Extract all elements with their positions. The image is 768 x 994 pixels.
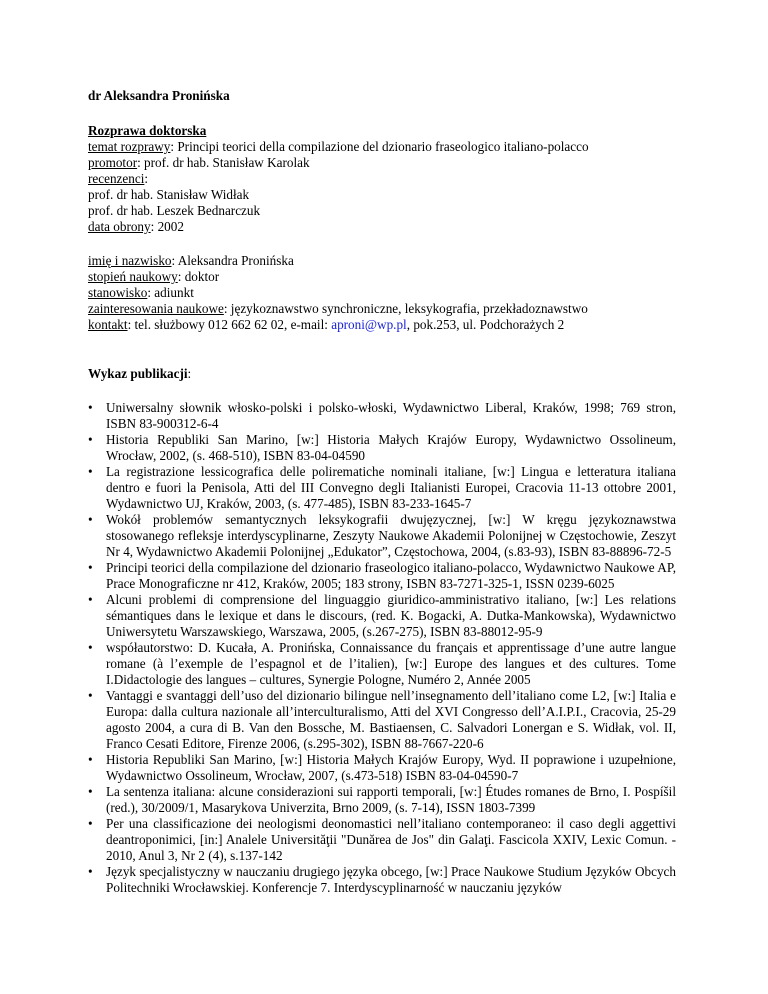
list-item bbox=[88, 512, 676, 560]
bullet-icon: • bbox=[88, 864, 93, 879]
promoter-label: promotor bbox=[88, 155, 138, 170]
bullet-icon: • bbox=[88, 784, 93, 799]
bullet-icon: • bbox=[88, 752, 93, 767]
publication-text: Historia Republiki San Marino, [w:] Historia Małych Krajów Europy, Wyd. II poprawione i uzupełnione, Wydawnictwo Ossolineum, Wrocław, 2007, (s.473-518) ISBN 83-04-04590-7 bbox=[106, 752, 676, 783]
topic-label: temat rozprawy bbox=[88, 139, 171, 154]
contact-pre: : tel. służbowy 012 662 62 02, e-mail: bbox=[127, 317, 332, 332]
reviewer-1: prof. dr hab. Stanisław Widłak bbox=[88, 187, 250, 202]
dissertation-heading: Rozprawa doktorska bbox=[88, 123, 207, 138]
list-item bbox=[88, 464, 676, 512]
author-heading: dr Aleksandra Pronińska bbox=[88, 88, 230, 103]
contact-post: , pok.253, ul. Podchorażych 2 bbox=[406, 317, 565, 332]
personal-contact bbox=[88, 317, 676, 333]
dissertation-defense bbox=[88, 219, 676, 235]
interests-value: : językoznawstwo synchroniczne, leksykografia, przekładoznawstwo bbox=[223, 301, 588, 316]
position-label: stanowisko bbox=[88, 285, 148, 300]
list-item bbox=[88, 592, 676, 640]
list-item bbox=[88, 400, 676, 432]
publication-text: Historia Republiki San Marino, [w:] Historia Małych Krajów Europy, Wydawnictwo Ossolineum, Wrocław, 2002, (s. 468-510), ISBN 83-04-04590 bbox=[106, 432, 676, 463]
dissertation-topic bbox=[88, 139, 676, 155]
bullet-icon: • bbox=[88, 464, 93, 479]
defense-value: : 2002 bbox=[150, 219, 184, 234]
interests-label: zainteresowania naukowe bbox=[88, 301, 224, 316]
dissertation-promoter bbox=[88, 155, 676, 171]
name-label: imię i nazwisko bbox=[88, 253, 172, 268]
dissertation-reviewers bbox=[88, 171, 676, 187]
list-item bbox=[88, 640, 676, 688]
email-link[interactable]: aproni@wp.pl bbox=[331, 317, 407, 332]
bullet-icon: • bbox=[88, 816, 93, 831]
publication-list bbox=[88, 400, 676, 896]
bullet-icon: • bbox=[88, 640, 93, 655]
list-item bbox=[88, 688, 676, 752]
bullet-icon: • bbox=[88, 560, 93, 575]
personal-name bbox=[88, 253, 676, 269]
name-value: : Aleksandra Pronińska bbox=[171, 253, 294, 268]
personal-interests bbox=[88, 301, 676, 317]
publication-text: Wokół problemów semantycznych leksykografii dwujęzycznej, [w:] W kręgu językoznawstwa stosowanego refleksje interdyscyplinarne, Zeszyty Naukowe Akademii Polonijnej w Częstochowie, Zeszyt Nr 4, Wydawnictwo Akademii Polonijnej „Edukator”, Częstochowa, 2004, (s.83-93), ISBN 83-88896-72-5 bbox=[106, 512, 676, 559]
list-item bbox=[88, 432, 676, 464]
publication-text: La sentenza italiana: alcune considerazioni sui rapporti temporali, [w:] Études romanes de Brno, I. Pospíšil (red.), 30/2009/1, Masarykova Univerzita, Brno 2009, (s. 7-14), ISSN 1803-7399 bbox=[106, 784, 676, 815]
reviewers-label: recenzenci bbox=[88, 171, 145, 186]
list-item bbox=[88, 560, 676, 592]
publications-heading bbox=[88, 366, 676, 382]
publication-text: Uniwersalny słownik włosko-polski i polsko-włoski, Wydawnictwo Liberal, Kraków, 1998; 769 stron, ISBN 83-900312-6-4 bbox=[106, 400, 676, 431]
document-page bbox=[88, 88, 676, 896]
contact-label: kontakt bbox=[88, 317, 128, 332]
publication-text: Per una classificazione dei neologismi deonomastici nell’italiano contemporaneo: il caso degli aggettivi deantroponimici, [in:] Analele Universităţii "Dunărea de Jos" din Galaţi. Fascicola XXIV, Lexic Comun. - 2010, Anul 3, Nr 2 (4), s.137-142 bbox=[106, 816, 676, 863]
bullet-icon: • bbox=[88, 400, 93, 415]
publications-heading-colon: : bbox=[187, 366, 192, 381]
personal-degree bbox=[88, 269, 676, 285]
degree-value: : doktor bbox=[177, 269, 220, 284]
personal-position bbox=[88, 285, 676, 301]
defense-label: data obrony bbox=[88, 219, 151, 234]
publication-text: współautorstwo: D. Kucała, A. Pronińska, Connaissance du français et apprentissage d’une autre langue romane (à l’exemple de l’espagnol et de l’italien), [w:] Europe des langues et des cultures. Tome I.Didactologie des langues – cultures, Synergie Pologne, Numéro 2, Année 2005 bbox=[106, 640, 676, 687]
reviewer-2: prof. dr hab. Leszek Bednarczuk bbox=[88, 203, 261, 218]
publication-text: Język specjalistyczny w nauczaniu drugiego języka obcego, [w:] Prace Naukowe Studium Języków Obcych Politechniki Wrocławskiej. Konferencje 7. Interdyscyplinarność w nauczaniu języków bbox=[106, 864, 676, 895]
list-item bbox=[88, 752, 676, 784]
publications-heading-text: Wykaz publikacji bbox=[88, 366, 188, 381]
bullet-icon: • bbox=[88, 592, 93, 607]
topic-value: : Principi teorici della compilazione del dzionario fraseologico italiano-polacco bbox=[170, 139, 589, 154]
publication-text: Vantaggi e svantaggi dell’uso del dizionario bilingue nell’insegnamento dell’italiano come L2, [w:] Italia e Europa: dalla cultura nazionale all’interculturalismo, Atti del XVI Congresso dell’A.I.P.I., Cracovia, 25-29 agosto 2004, a cura di B. Van den Bossche, M. Bastiaensen, C. Salvadori Lonergan e S. Widłak, vol. II, Franco Cesati Editore, Firenze 2006, (s.295-302), ISBN 88-7667-220-6 bbox=[106, 688, 676, 751]
bullet-icon: • bbox=[88, 512, 93, 527]
publication-text: Principi teorici della compilazione del dzionario fraseologico italiano-polacco, Wydawnictwo Naukowe AP, Prace Monograficzne nr 412, Kraków, 2005; 183 strony, ISBN 83-7271-325-1, ISSN 0239-6025 bbox=[106, 560, 676, 591]
list-item bbox=[88, 864, 676, 896]
bullet-icon: • bbox=[88, 432, 93, 447]
position-value: : adiunkt bbox=[147, 285, 194, 300]
bullet-icon: • bbox=[88, 688, 93, 703]
publication-text: La registrazione lessicografica delle polirematiche nominali italiane, [w:] Lingua e letteratura italiana dentro e fuori la Penisola, Atti del III Convegno degli Italianisti Europei, Cracovia 11-13 ottobre 2001, Wydawnictwo UJ, Kraków, 2003, (s. 477-485), ISBN 83-233-1645-7 bbox=[106, 464, 676, 511]
degree-label: stopień naukowy bbox=[88, 269, 178, 284]
list-item bbox=[88, 784, 676, 816]
list-item bbox=[88, 816, 676, 864]
promoter-value: : prof. dr hab. Stanisław Karolak bbox=[137, 155, 310, 170]
reviewers-colon: : bbox=[144, 171, 149, 186]
publication-text: Alcuni problemi di comprensione del linguaggio giuridico-amministrativo italiano, [w:] Les relations sémantiques dans le lexique et dans le discours, (red. K. Bogacki, A. Dutka-Mankowska), Wydawnictwo Uniwersytetu Warszawskiego, Warszawa, 2005, (s.267-275), ISBN 83-88012-95-9 bbox=[106, 592, 676, 639]
